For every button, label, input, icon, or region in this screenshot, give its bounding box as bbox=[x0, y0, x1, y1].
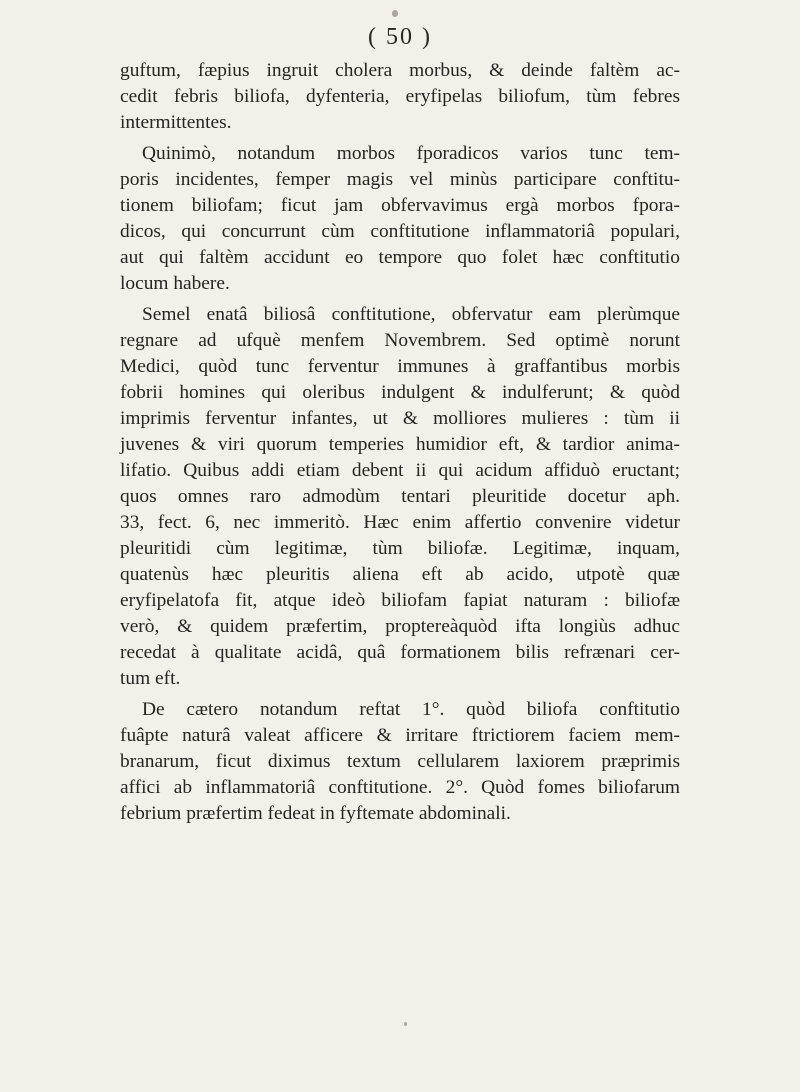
text-line: De cætero notandum reftat 1°. quòd biliofa conftitutio bbox=[142, 699, 680, 720]
paragraph-2 bbox=[120, 141, 680, 297]
text-line: febrium præfertim fedeat in fyftemate abdominali. bbox=[120, 803, 511, 824]
ink-spot-top bbox=[392, 10, 398, 17]
text-line: imprimis ferventur infantes, ut & molliores mulieres : tùm ii bbox=[120, 408, 680, 429]
text-line: intermittentes. bbox=[120, 112, 232, 133]
body-text bbox=[120, 58, 680, 827]
text-line: Medici, quòd tunc ferventur immunes à graffantibus morbis bbox=[120, 356, 680, 377]
text-line: recedat à qualitate acidâ, quâ formationem bilis refrænari cer- bbox=[120, 642, 680, 663]
paragraph-4 bbox=[120, 697, 680, 827]
text-line: quatenùs hæc pleuritis aliena eft ab acido, utpotè quæ bbox=[120, 564, 680, 585]
text-line: lifatio. Quibus addi etiam debent ii qui acidum affiduò eructant; bbox=[120, 460, 680, 481]
text-line: verò, & quidem præfertim, proptereàquòd ifta longiùs adhuc bbox=[120, 616, 680, 637]
text-line: branarum, ficut diximus textum cellularem laxiorem præprimis bbox=[120, 751, 680, 772]
text-line: locum habere. bbox=[120, 273, 230, 294]
text-line: affici ab inflammatoriâ conftitutione. 2°. Quòd fomes biliofarum bbox=[120, 777, 680, 798]
text-line: pleuritidi cùm legitimæ, tùm biliofæ. Legitimæ, inquam, bbox=[120, 538, 680, 559]
text-line: regnare ad ufquè menfem Novembrem. Sed optimè norunt bbox=[120, 330, 680, 351]
text-line: aut qui faltèm accidunt eo tempore quo folet hæc conftitutio bbox=[120, 247, 680, 268]
text-line: Quinimò, notandum morbos fporadicos varios tunc tem- bbox=[142, 143, 680, 164]
text-line: guftum, fæpius ingruit cholera morbus, & deinde faltèm ac- bbox=[120, 60, 680, 81]
text-line: tum eft. bbox=[120, 668, 181, 689]
page-number: ( 50 ) bbox=[368, 24, 432, 50]
text-line: Semel enatâ biliosâ conftitutione, obfervatur eam plerùmque bbox=[142, 304, 680, 325]
text-line: fobrii homines qui oleribus indulgent & indulferunt; & quòd bbox=[120, 382, 680, 403]
ink-spot-bottom bbox=[404, 1022, 407, 1026]
text-line: dicos, qui concurrunt cùm conftitutione inflammatoriâ populari, bbox=[120, 221, 680, 242]
text-line: quos omnes raro admodùm tentari pleuritide docetur aph. bbox=[120, 486, 680, 507]
text-line: fuâpte naturâ valeat afficere & irritare ftrictiorem faciem mem- bbox=[120, 725, 680, 746]
text-line: cedit febris biliofa, dyfenteria, eryfipelas biliofum, tùm febres bbox=[120, 86, 680, 107]
paragraph-3 bbox=[120, 302, 680, 692]
paragraph-1 bbox=[120, 58, 680, 136]
text-line: 33, fect. 6, nec immeritò. Hæc enim affertio convenire videtur bbox=[120, 512, 680, 533]
text-line: tionem biliofam; ficut jam obfervavimus ergà morbos fpora- bbox=[120, 195, 680, 216]
text-line: juvenes & viri quorum temperies humidior eft, & tardior anima- bbox=[120, 434, 680, 455]
text-line: poris incidentes, femper magis vel minùs participare conftitu- bbox=[120, 169, 680, 190]
text-line: eryfipelatofa fit, atque ideò biliofam fapiat naturam : biliofæ bbox=[120, 590, 680, 611]
